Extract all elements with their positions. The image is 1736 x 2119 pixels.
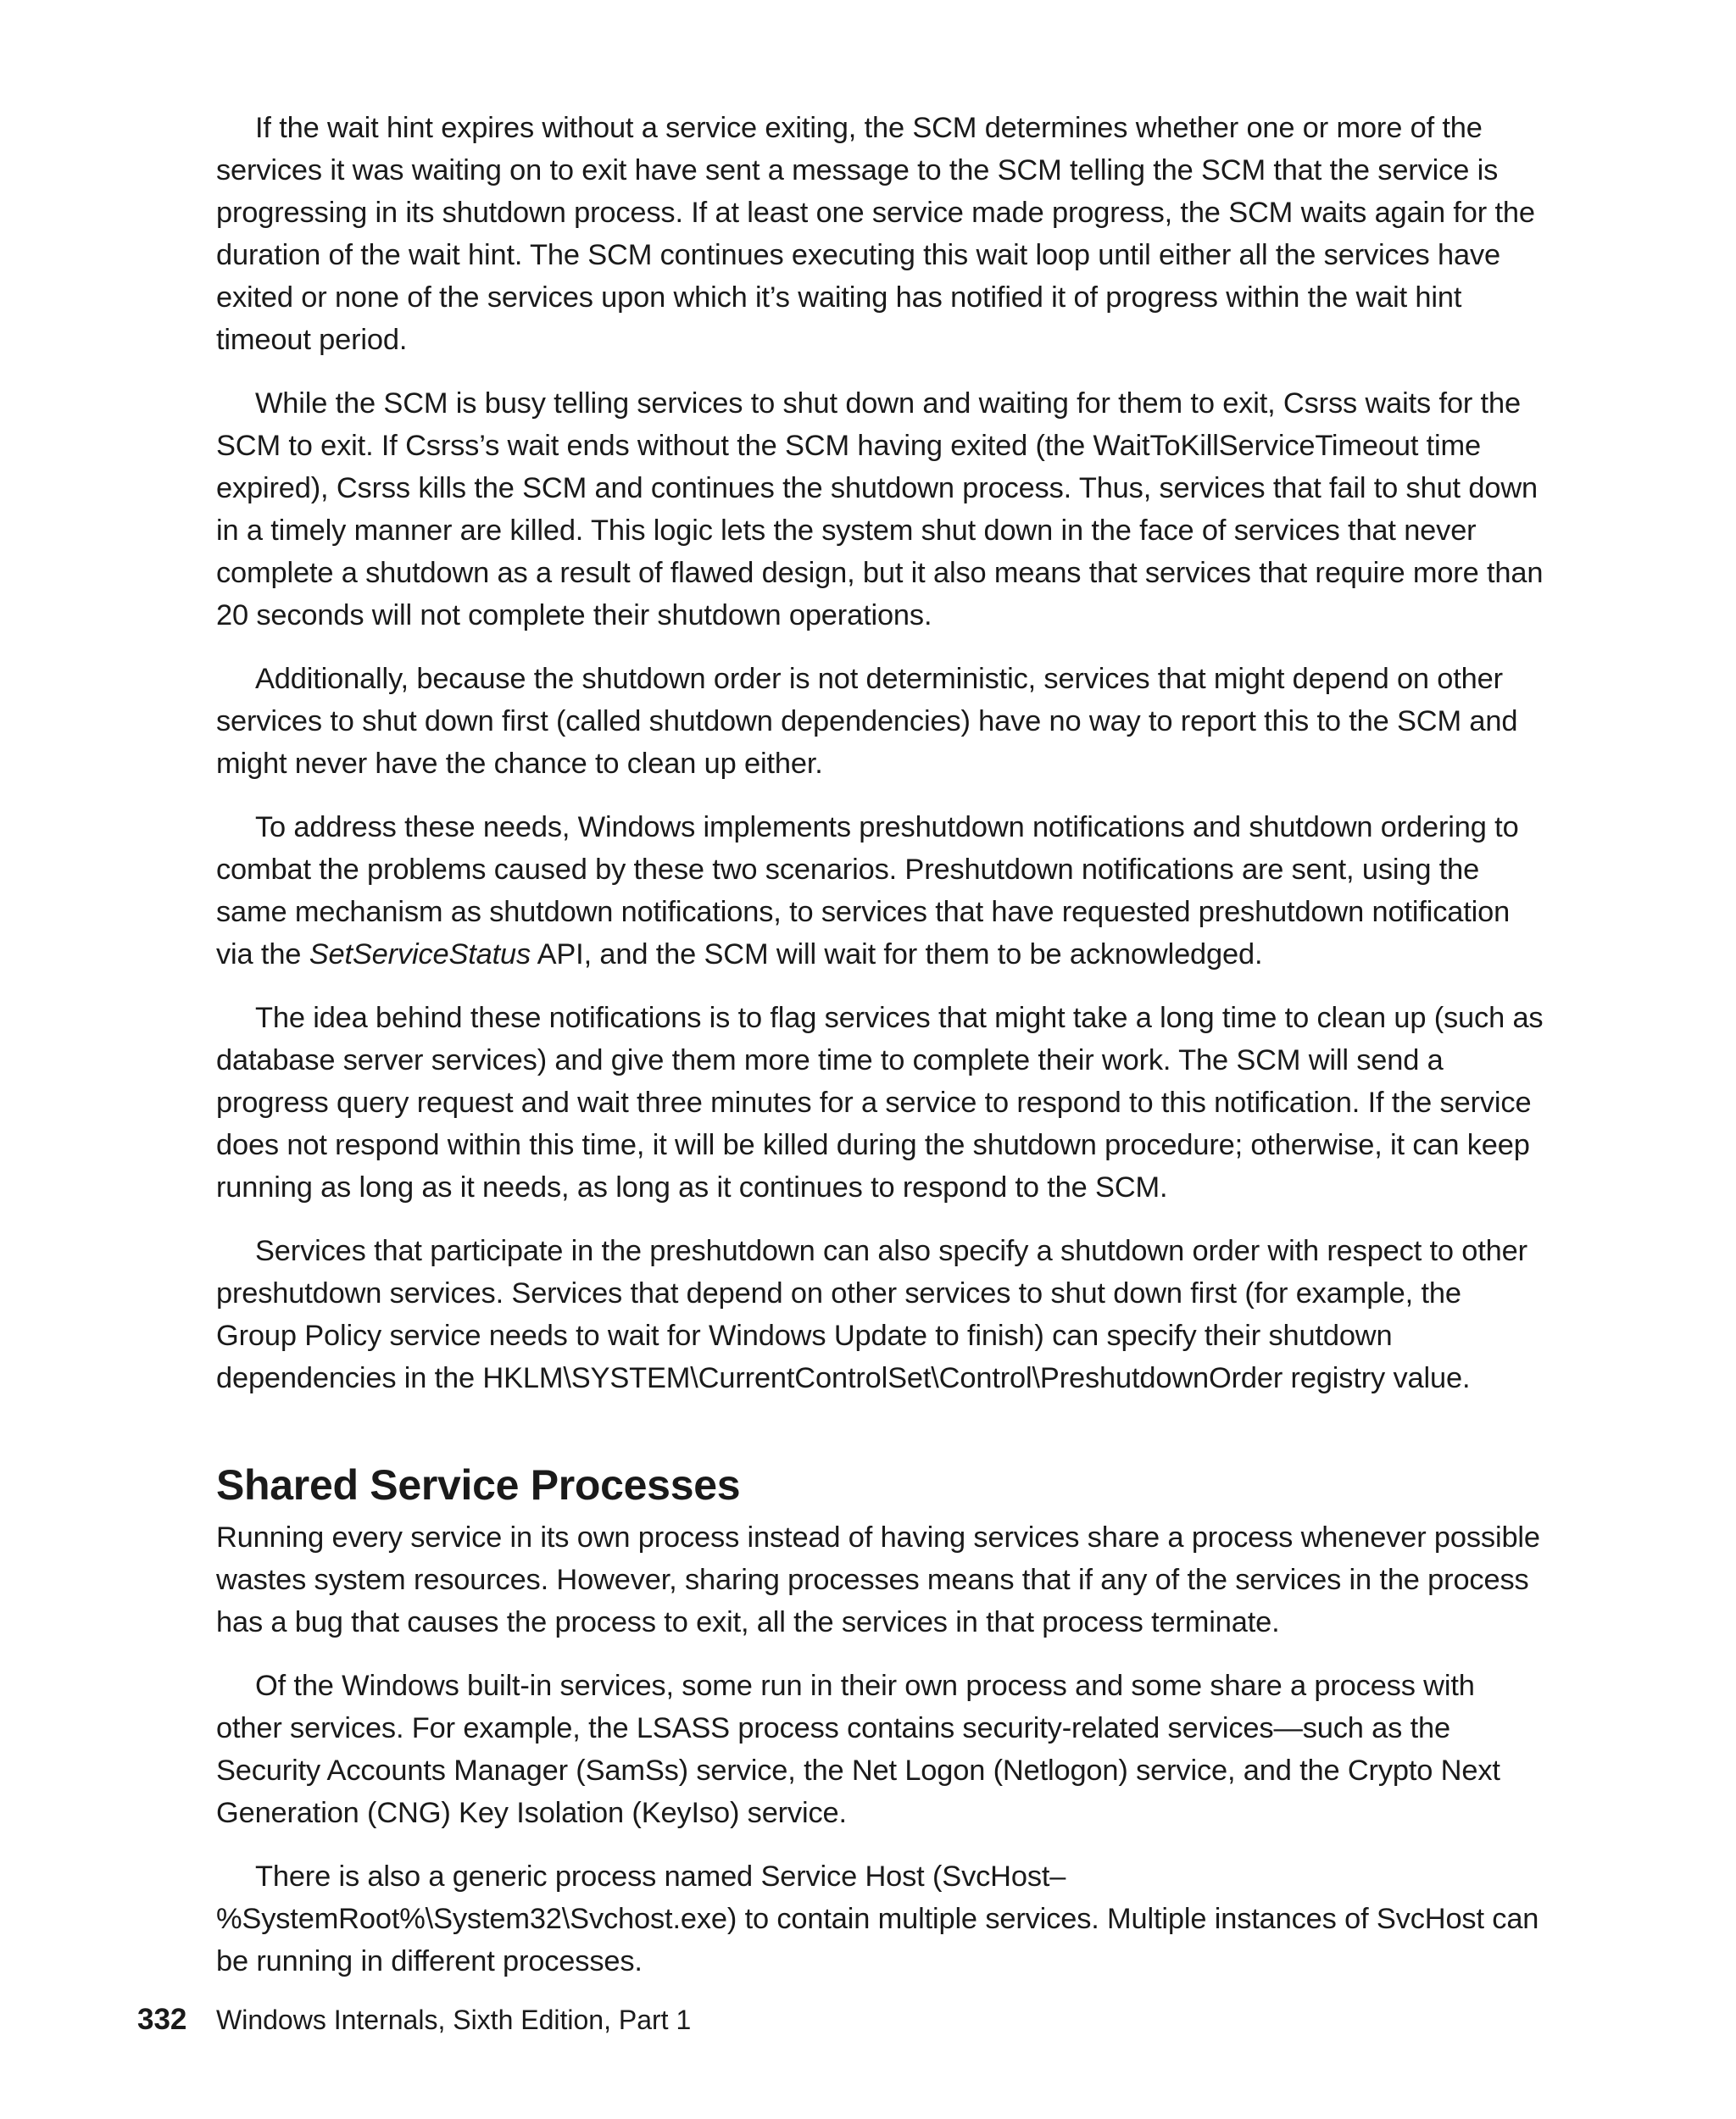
paragraph-shutdown-order: Additionally, because the shutdown order is not deterministic, services that might depend on other services to shut down first (called shutdown dependencies) have no way to report this to the SCM and might never have the chance to clean up either. [216,663,1518,780]
api-name: SetServiceStatus [309,938,531,971]
paragraph-svchost: There is also a generic process named Service Host (SvcHost–%SystemRoot%\System32\Svchost.exe) to contain multiple services. Multiple instances of SvcHost can be running in different processes. [216,1860,1539,1977]
paragraph-csrss-wait: While the SCM is busy telling services to shut down and waiting for them to exit, Csrss waits for the SCM to exit. If Csrss’s wait ends without the SCM having exited (the WaitToKillServiceTimeout time expired), Csrss kills the SCM and continues the shutdown process. Thus, services that fail to shut down in a timely manner are killed. This logic lets the system shut down in the face of services that never complete a shutdown as a result of flawed design, but it also means that services that require more than 20 seconds will not complete their shutdown operations. [216,387,1544,631]
section-heading: Shared Service Processes [216,1461,741,1509]
paragraph-text: To address these needs, Windows implements preshutdown notifications and shutdown ordering to combat the problems caused by these two scenarios. Preshutdown notifications are sent, using the same mechanism as shutdown notifications, to services that have requested preshutdown notification via the [216,811,1519,971]
paragraph-wait-hint: If the wait hint expires without a service exiting, the SCM determines whether one or more of the services it was waiting on to exit have sent a message to the SCM telling the SCM that the service is progressing in its shutdown process. If at least one service made progress, the SCM waits again for the duration of the wait hint. The SCM continues executing this wait loop until either all the services have exited or none of the services upon which it’s waiting has notified it of progress within the wait hint timeout period. [216,112,1535,356]
paragraph-builtin-services: Of the Windows built-in services, some run in their own process and some share a process with other services. For example, the LSASS process contains security-related services—such as the Security Accounts Manager (SamSs) service, the Net Logon (Netlogon) service, and the Crypto Next Generation (CNG) Key Isolation (KeyIso) service. [216,1670,1500,1829]
book-title: Windows Internals, Sixth Edition, Part 1 [216,2005,692,2035]
page-footer [137,2003,691,2037]
paragraph-text: API, and the SCM will wait for them to be acknowledged. [531,938,1263,971]
page-body [216,107,1547,2004]
paragraph-shared-intro: Running every service in its own process instead of having services share a process whenever possible wastes system resources. However, sharing processes means that if any of the services in the process has a bug that causes the process to exit, all the services in that process terminate. [216,1521,1540,1638]
paragraph-preshutdown-order: Services that participate in the preshutdown can also specify a shutdown order with respect to other preshutdown services. Services that depend on other services to shut down first (for example, the Group Policy service needs to wait for Windows Update to finish) can specify their shutdown dependencies in the HKLM\SYSTEM\CurrentControlSet\Control\PreshutdownOrder registry value. [216,1235,1527,1394]
paragraph-notification-idea: The idea behind these notifications is to flag services that might take a long time to clean up (such as database server services) and give them more time to complete their work. The SCM will send a progress query request and wait three minutes for a service to respond to this notification. If the service does not respond within this time, it will be killed during the shutdown procedure; otherwise, it can keep running as long as it needs, as long as it continues to respond to the SCM. [216,1002,1544,1204]
paragraph-preshutdown-notifications [216,806,1547,976]
page-number: 332 [137,2003,187,2036]
